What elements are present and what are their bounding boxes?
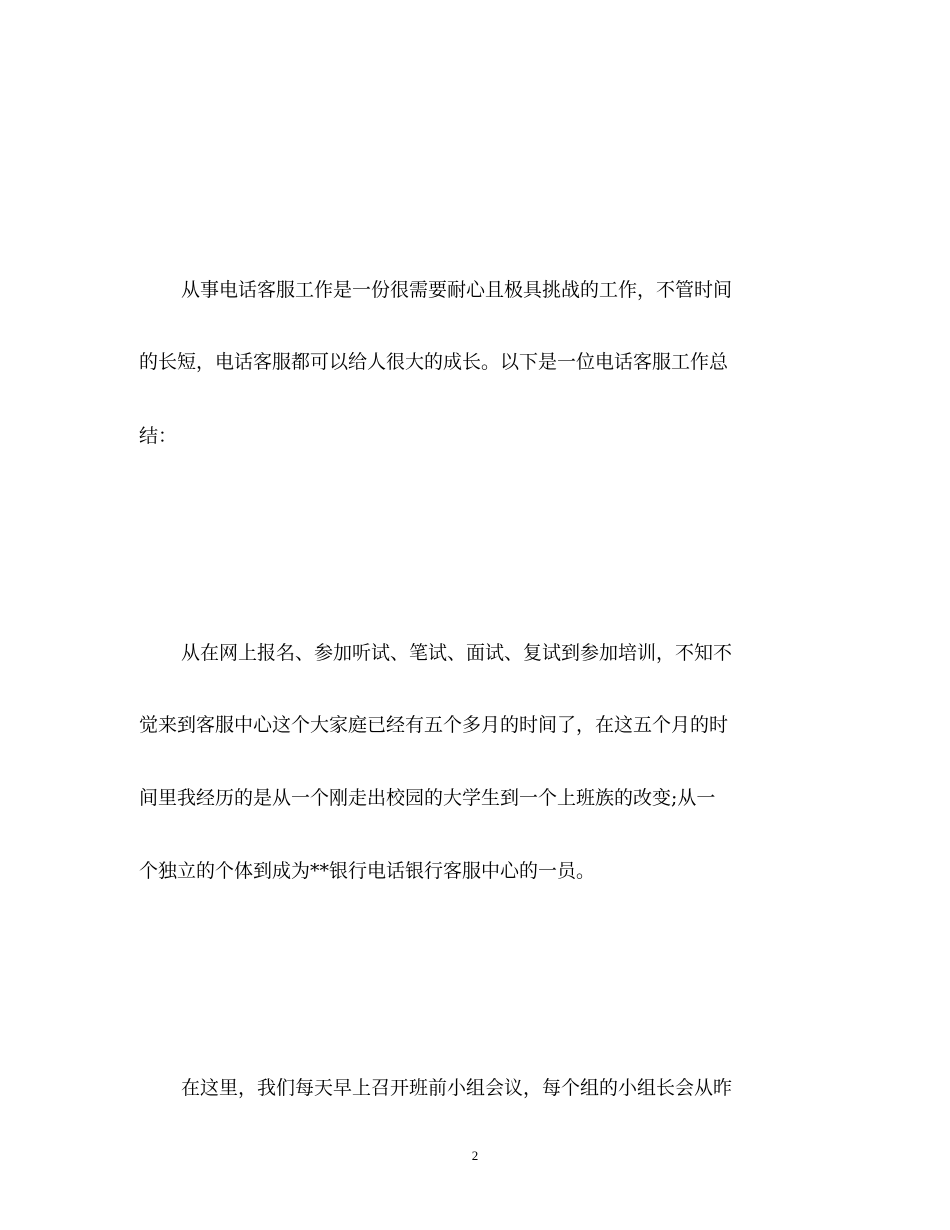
paragraph-1-line-1: 从事电话客服工作是一份很需要耐心且极具挑战的工作，不管时间 (181, 279, 733, 301)
paragraph-2-line-2: 觉来到客服中心这个大家庭已经有五个多月的时间了，在这五个月的时 (139, 714, 729, 736)
paragraph-1-line-3: 结： (139, 425, 178, 447)
paragraph-2-line-1: 从在网上报名、参加听试、笔试、面试、复试到参加培训，不知不 (181, 642, 733, 664)
paragraph-1-line-2: 的长短，电话客服都可以给人很大的成长。以下是一位电话客服工作总 (139, 351, 729, 373)
paragraph-2-line-4: 个独立的个体到成为**银行电话银行客服中心的一员。 (139, 860, 596, 882)
page-number: 2 (471, 1148, 479, 1163)
paragraph-3-line-1: 在这里，我们每天早上召开班前小组会议，每个组的小组长会从昨 (181, 1077, 733, 1099)
paragraph-2-line-3: 间里我经历的是从一个刚走出校园的大学生到一个上班族的改变;从一 (139, 787, 716, 809)
